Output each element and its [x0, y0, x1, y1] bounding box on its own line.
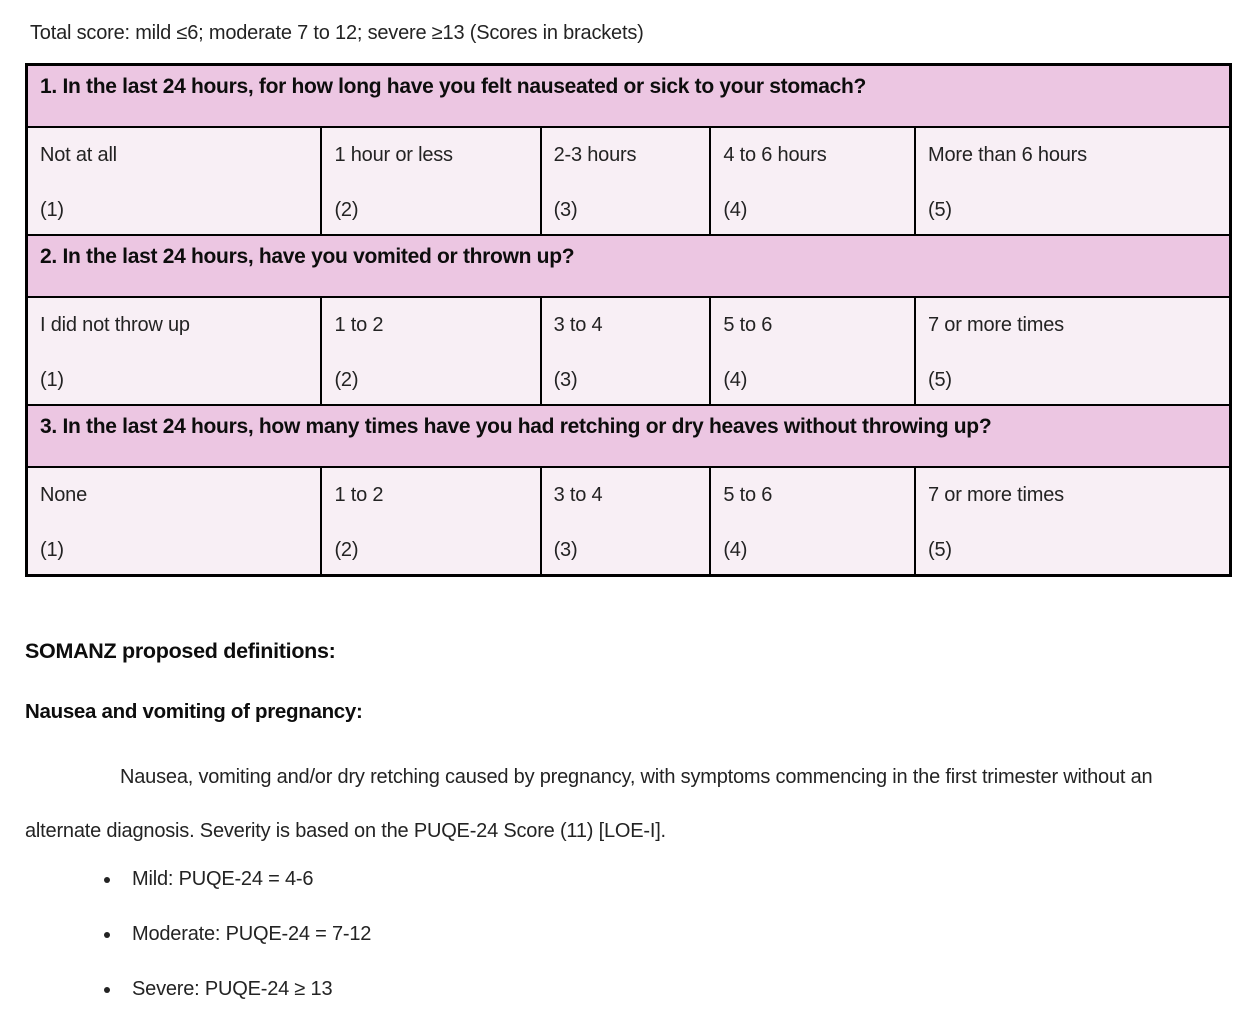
question-2-header: 2. In the last 24 hours, have you vomited or thrown up? [27, 235, 1231, 297]
option-label: Not at all [40, 143, 117, 166]
q3-option-5-cell [915, 467, 1230, 576]
option-label: 4 to 6 hours [723, 143, 827, 166]
option-label: 7 or more times [928, 313, 1064, 336]
option-label: 2-3 hours [553, 143, 637, 166]
q1-option-4-cell [710, 127, 915, 235]
option-score: (3) [553, 368, 578, 391]
total-score-note: Total score: mild ≤6; moderate 7 to 12; severe ≥13 (Scores in brackets) [30, 22, 644, 44]
q3-option-1-cell [27, 467, 322, 576]
option-label: I did not throw up [40, 313, 190, 336]
q1-option-1-cell [27, 127, 322, 235]
option-score: (2) [334, 368, 359, 391]
option-score: (3) [553, 538, 578, 561]
option-score: (3) [553, 198, 578, 221]
bullet-mild: • Mild: PUQE-24 = 4-6 [122, 862, 1232, 896]
definitions-heading: SOMANZ proposed definitions: [25, 638, 336, 663]
q1-option-5-cell [915, 127, 1230, 235]
q2-option-4-cell [710, 297, 915, 405]
q2-option-5-cell [915, 297, 1230, 405]
definitions-paragraph: Nausea, vomiting and/or dry retching caused by pregnancy, with symptoms commencing in the first trimester without an alternate diagnosis. Severity is based on the PUQE-24 Score (11) [LOE-I]. [25, 765, 1153, 842]
question-1-header: 1. In the last 24 hours, for how long have you felt nauseated or sick to your stomach? [27, 65, 1231, 127]
definitions-section [25, 639, 1232, 1006]
bullet-moderate: • Moderate: PUQE-24 = 7-12 [122, 917, 1232, 951]
option-score: (1) [40, 368, 64, 391]
answer-row-1 [27, 127, 1231, 235]
question-row-2 [27, 235, 1231, 297]
question-3-header: 3. In the last 24 hours, how many times have you had retching or dry heaves without throwing up? [27, 405, 1231, 467]
q1-option-2-cell [321, 127, 540, 235]
option-score: (4) [723, 538, 748, 561]
option-score: (5) [928, 368, 952, 391]
puqe-questionnaire-table [25, 63, 1232, 577]
option-score: (2) [334, 198, 359, 221]
option-score: (4) [723, 198, 748, 221]
q2-option-1-cell [27, 297, 322, 405]
q3-option-4-cell [710, 467, 915, 576]
question-row-3 [27, 405, 1231, 467]
definitions-subheading: Nausea and vomiting of pregnancy: [25, 699, 363, 723]
option-score: (5) [928, 198, 952, 221]
option-score: (4) [723, 368, 748, 391]
option-label: 5 to 6 [723, 313, 773, 336]
option-label: 5 to 6 [723, 483, 773, 506]
option-score: (5) [928, 538, 952, 561]
bullet-severe: • Severe: PUQE-24 ≥ 13 [122, 972, 1232, 1006]
option-label: 3 to 4 [553, 483, 603, 506]
option-label: 1 to 2 [334, 483, 384, 506]
option-label: 1 hour or less [334, 143, 453, 166]
option-label: 7 or more times [928, 483, 1064, 506]
option-label: 1 to 2 [334, 313, 384, 336]
option-score: (2) [334, 538, 359, 561]
answer-row-2 [27, 297, 1231, 405]
q3-option-2-cell [321, 467, 540, 576]
severity-bullet-list [25, 862, 1232, 1006]
option-label: 3 to 4 [553, 313, 603, 336]
question-row-1 [27, 65, 1231, 127]
option-score: (1) [40, 198, 64, 221]
q3-option-3-cell [541, 467, 711, 576]
option-label: None [40, 483, 88, 506]
option-label: More than 6 hours [928, 143, 1087, 166]
q2-option-2-cell [321, 297, 540, 405]
answer-row-3 [27, 467, 1231, 576]
q2-option-3-cell [541, 297, 711, 405]
q1-option-3-cell [541, 127, 711, 235]
option-score: (1) [40, 538, 64, 561]
